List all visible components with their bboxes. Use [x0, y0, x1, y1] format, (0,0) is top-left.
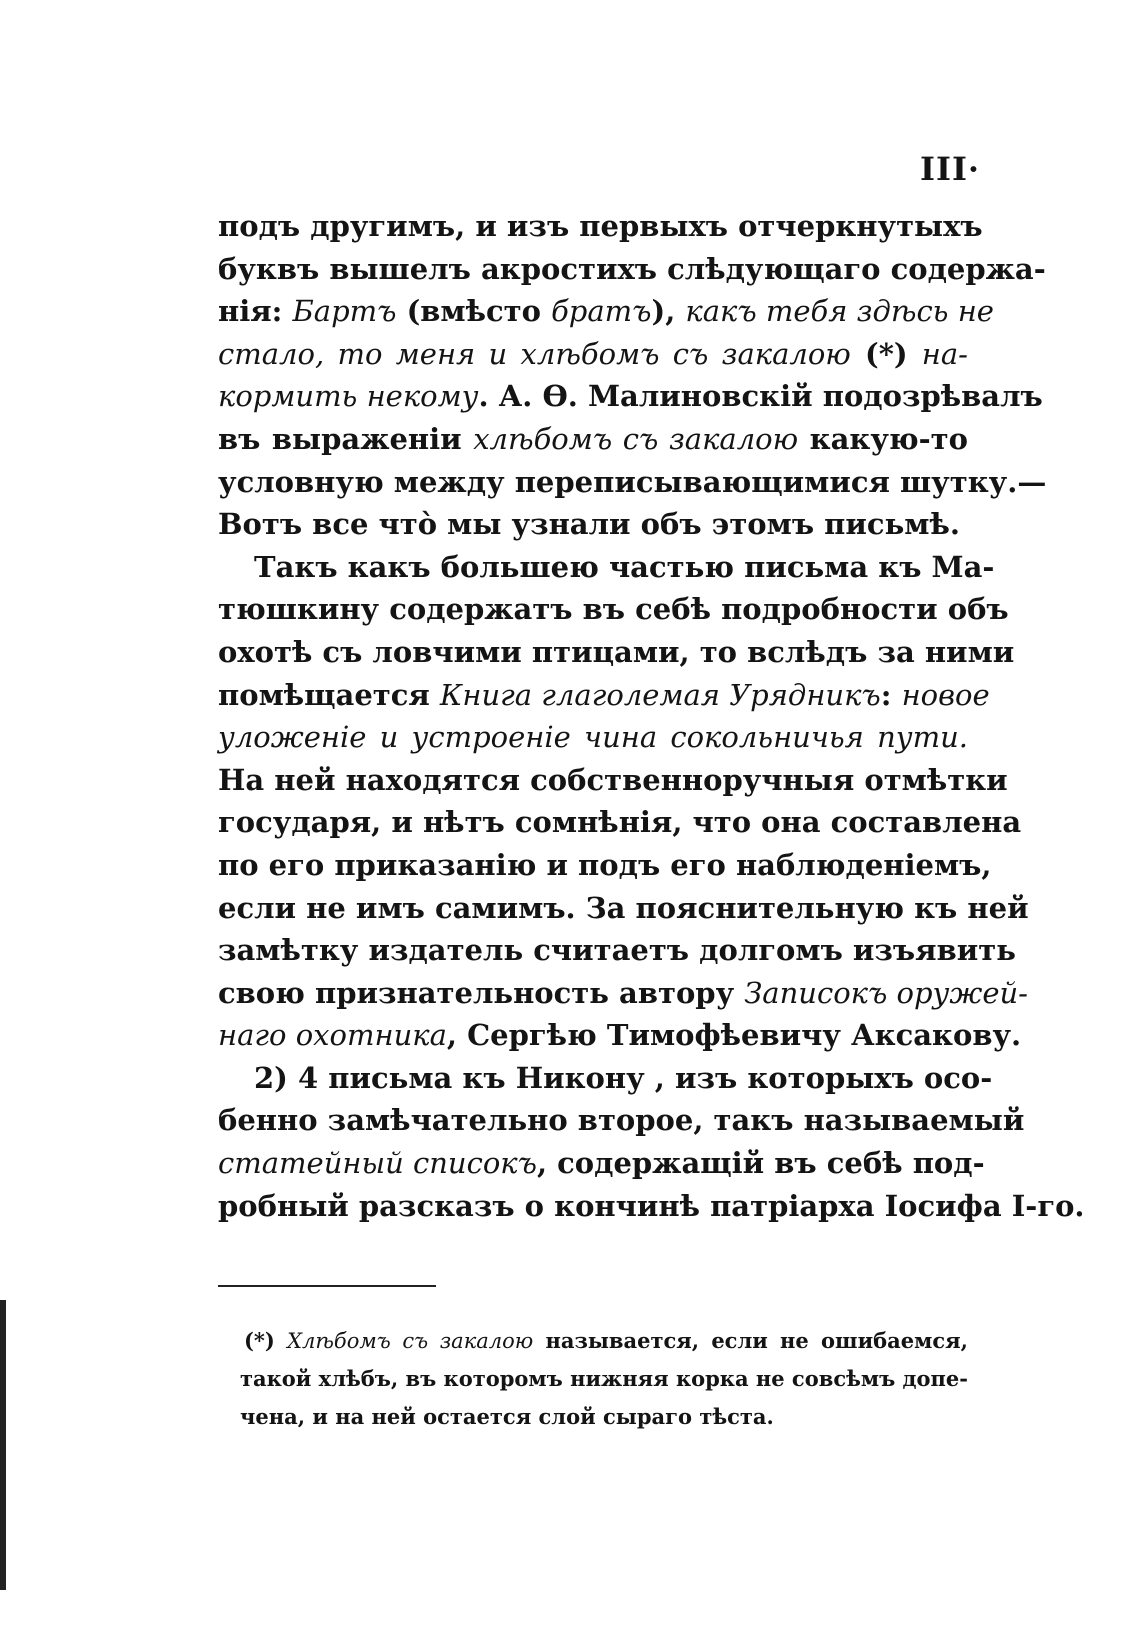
- italic-text: кормить некому: [218, 379, 479, 414]
- text-run: въ выраженіи: [218, 421, 474, 456]
- text-run: чена, и на ней остается слой сыраго тѣста.: [240, 1404, 774, 1429]
- text-line: [218, 1014, 1022, 1057]
- footnote: [240, 1322, 968, 1436]
- text-run: Вотъ все что̀ мы узнали объ этомъ письмѣ.: [218, 507, 960, 542]
- text-line: [218, 1185, 1085, 1228]
- text-run: (вмѣсто: [396, 294, 552, 329]
- italic-text: наго охотника: [218, 1018, 447, 1053]
- text-line: [218, 1099, 1025, 1142]
- italic-text: новое: [901, 677, 990, 712]
- text-run: подъ другимъ, и изъ первыхъ отчеркнутыхъ: [218, 209, 983, 243]
- text-line: [218, 461, 1047, 504]
- text-line: [218, 375, 1043, 418]
- italic-text: братъ: [551, 294, 652, 329]
- text-line: [218, 844, 992, 887]
- text-run: свою признательность автору: [218, 975, 745, 1010]
- text-run: робный разсказъ о кончинѣ патріарха Іосифа І-го.: [218, 1188, 1085, 1223]
- footnote-line: [240, 1322, 968, 1360]
- text-run: по его приказанію и подъ его наблюденіемъ,: [218, 847, 992, 882]
- text-run: тюшкину содержатъ въ себѣ подробности объ: [218, 592, 1009, 627]
- text-run: такой хлѣбъ, въ которомъ нижняя корка не совсѣмъ допе-: [240, 1366, 968, 1391]
- body-text: [218, 205, 1085, 1227]
- text-run: ),: [651, 294, 686, 329]
- text-run: бенно замѣчательно второе, такъ называемый: [218, 1103, 1025, 1138]
- text-run: Такъ какъ большею частью письма къ Ма-: [254, 549, 995, 584]
- text-run: условную между переписывающимися шутку.—: [218, 464, 1047, 499]
- italic-text: статейный списокъ: [218, 1146, 537, 1181]
- italic-text: Книга глаголемая Урядникъ: [439, 677, 881, 712]
- text-line: [218, 546, 995, 589]
- text-run: (*): [244, 1328, 288, 1353]
- text-run: помѣщается: [218, 677, 440, 712]
- text-line: [218, 588, 1009, 631]
- italic-text: стало, то меня и хлѣбомъ съ закалою: [218, 336, 851, 371]
- left-margin-scan-edge: [0, 1300, 6, 1590]
- text-run: :: [880, 677, 902, 712]
- text-line: [218, 248, 1046, 291]
- text-run: буквъ вышелъ акростихъ слѣдующаго содержа-: [218, 251, 1046, 286]
- text-run: государя, и нѣтъ сомнѣнія, что она составлена: [218, 805, 1022, 840]
- text-line: [218, 674, 990, 717]
- text-line: [218, 1057, 993, 1100]
- text-run: называется, если не ошибаемся,: [533, 1328, 968, 1353]
- page-number: III·: [920, 150, 981, 188]
- text-line: [218, 205, 983, 248]
- italic-text: Хлѣбомъ съ закалою: [287, 1329, 534, 1353]
- italic-text: уложеніе и устроеніе чина сокольничья пути.: [218, 720, 968, 755]
- text-line: [218, 631, 1015, 674]
- text-run: 2) 4 письма къ Никону , изъ которыхъ осо-: [254, 1060, 993, 1095]
- italic-text: на-: [921, 336, 968, 371]
- text-run: , содержащій въ себѣ под-: [536, 1146, 985, 1181]
- text-line: [218, 418, 968, 461]
- text-run: какую-то: [798, 421, 968, 456]
- text-line: [218, 759, 1008, 802]
- italic-text: какъ тебя здѣсь не: [685, 294, 994, 329]
- footnote-separator: [218, 1285, 436, 1287]
- text-line: [218, 333, 968, 376]
- text-line: [218, 1142, 985, 1185]
- text-line: [218, 290, 994, 333]
- text-run: На ней находятся собственноручныя отмѣтки: [218, 762, 1008, 797]
- text-run: замѣтку издатель считаетъ долгомъ изъявить: [218, 933, 1016, 968]
- text-run: если не имъ самимъ. За пояснительную къ ней: [218, 890, 1029, 925]
- text-run: . А. Ѳ. Малиновскій подозрѣвалъ: [478, 379, 1043, 414]
- italic-text: Записокъ оружей-: [744, 975, 1028, 1010]
- text-run: охотѣ съ ловчими птицами, то вслѣдъ за ними: [218, 634, 1015, 669]
- text-run: нія:: [218, 294, 293, 329]
- footnote-line: [240, 1360, 968, 1398]
- text-run: , Сергѣю Тимофѣевичу Аксакову.: [446, 1018, 1022, 1053]
- text-line: [218, 503, 968, 546]
- text-line: [218, 716, 968, 759]
- italic-text: хлѣбомъ съ закалою: [473, 421, 799, 456]
- italic-text: Бартъ: [292, 294, 397, 329]
- text-line: [218, 801, 1022, 844]
- text-line: [218, 972, 1028, 1015]
- text-run: (*): [850, 336, 922, 371]
- footnote-line: [240, 1398, 968, 1436]
- text-line: [218, 929, 1016, 972]
- text-line: [218, 887, 1029, 930]
